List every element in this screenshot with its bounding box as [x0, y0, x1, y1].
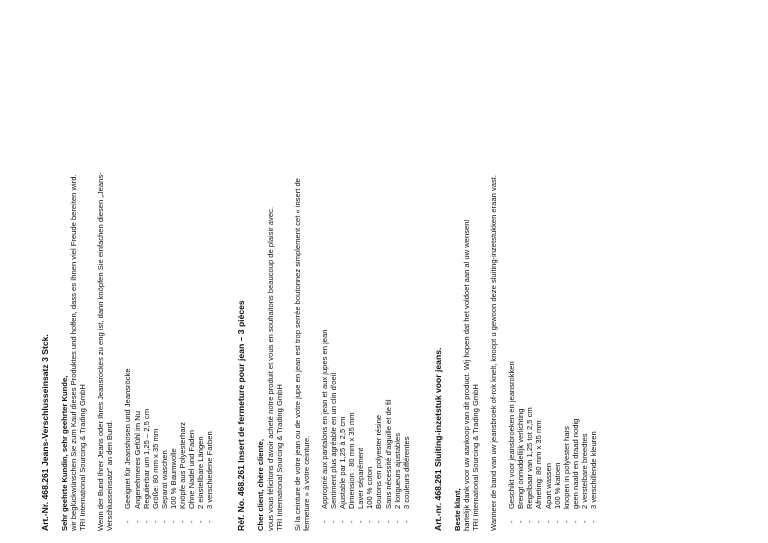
thanks-text: vous vous félicitons d'avoir acheté notre produit et vous en souhaitons beaucoup de plaisir avec.	[265, 207, 275, 531]
greeting: Beste klant,	[452, 488, 462, 531]
section-heading: Réf. No. 468.261 Insert de fermeture pour jean – 3 pièces	[236, 300, 247, 531]
feature-item: - 2 einstellbare Längen	[196, 16, 205, 523]
section-german	[40, 16, 214, 531]
feature-item: - Brengt onmiddellijk verlichting	[516, 16, 525, 523]
section-spacer	[411, 16, 433, 531]
section-spacer	[214, 16, 236, 531]
instruction-block	[293, 16, 311, 531]
instruction-line: Verschlusseinsatz" an den Bund.	[105, 420, 115, 531]
instruction-block	[96, 16, 114, 531]
feature-item: - Apart wassen	[544, 16, 553, 523]
feature-item: - 3 verschillende kleuren	[589, 16, 598, 523]
feature-item: - 100 % katoen	[553, 16, 562, 523]
instruction-line: fermeture » à votre ceinture.	[301, 435, 311, 531]
feature-item: - Knöpfe aus Polyesterharz	[178, 16, 187, 523]
instruction-block	[489, 16, 498, 531]
company-name: TRI International Sourcing & Trading GmbH	[274, 384, 284, 531]
feature-item: - Ajustable par 1,25 à 2,5 cm	[338, 16, 347, 523]
feature-item: - Dimension : 80 mm x 35 mm	[347, 16, 356, 523]
thanks-text: hartelijk dank voor uw aankoop van dit product. Wij hopen dat het voldoet aan al uw wensen!	[461, 219, 471, 531]
feature-item: - Afmeting: 80 mm x 35 mm	[534, 16, 543, 523]
feature-item: - Boutons en polyester résine	[374, 16, 383, 523]
greeting: Sehr geehrte Kundin, sehr geehrter Kunde,	[60, 375, 69, 531]
feature-item: - geen naald en draad nodig	[571, 16, 580, 523]
section-dutch	[433, 16, 598, 531]
intro-block	[256, 16, 283, 531]
instruction-line: Wanneer de band van uw jeansbroek of-rok knelt, knoopt u gewoon deze sluiting-inzetstukken eraan vast.	[489, 175, 499, 531]
feature-item: - knopen in polyester hars	[562, 16, 571, 523]
thanks-text: wir beglückwünschen Sie zum Kauf dieses Produktes und hoffen, dass es Ihnen viel Freude bereiten wird.	[69, 174, 79, 531]
feature-item: - 100 % coton	[365, 16, 374, 523]
section-heading: Art.-Nr. 468.261 Jeans-Verschlusseinsatz 3 Stck.	[40, 334, 50, 531]
greeting: Cher client, chère cliente,	[256, 438, 266, 531]
feature-item: - 3 verschiedene Farben	[205, 16, 214, 523]
feature-item: - 100 % Baumwolle	[169, 16, 178, 523]
feature-item: - Ohne Nadel und Faden	[187, 16, 196, 523]
feature-list	[123, 16, 214, 531]
feature-item: - Laver séparément	[356, 16, 365, 523]
intro-block	[453, 16, 480, 531]
feature-list	[320, 16, 411, 531]
instruction-line: Wenn der Bund Ihrer Jeans oder Ihres Jeansrockes zu eng ist, dann knöpfen Sie einfachen diesen „Jeans-	[96, 172, 106, 531]
intro-block	[60, 16, 87, 531]
feature-item: - Sentiment plus agréable en un clin d'oeil	[329, 16, 338, 523]
feature-item: - Geschikt voor jeansbroeken en jeansrokken	[507, 16, 516, 523]
instruction-line: Si la ceinture de votre jean ou de votre jupe en jean est trop serrée boutonnez simplement cet « insert de	[292, 178, 302, 531]
feature-item: - Separat waschen	[160, 16, 169, 523]
company-name: TRI International Sourcing & Trading GmbH	[471, 384, 480, 531]
section-french	[236, 16, 410, 531]
feature-item: - Angenehmeres Gefühl im Nu	[133, 16, 142, 523]
feature-item: - 2 verstelbare breedtes	[580, 16, 589, 523]
document-body	[40, 16, 598, 531]
feature-item: - Sans nécessité d'aiguille et de fil	[384, 16, 393, 523]
feature-item: - Regelbaar van 1,25 tot 2,5 cm	[525, 16, 534, 523]
feature-item: - Geeignet für Jeanshosen und Jeansröcke	[123, 16, 132, 523]
feature-item: - Regulierbar um 1,25 – 2,5 cm	[142, 16, 151, 523]
feature-item: - Approprié aux pantalons en jean et aux jupes en jean	[320, 16, 329, 523]
feature-list	[507, 16, 598, 531]
company-name: TRI International Sourcing & Trading GmbH	[78, 384, 88, 531]
section-heading: Art.-nr. 468.261 Sluiting-inzetstuk voor jeans.	[432, 347, 443, 531]
feature-item: - Größe: 80 mm x 35 mm	[151, 16, 160, 523]
feature-item: - 2 longueurs ajustables	[393, 16, 402, 523]
feature-item: - 3 couleurs différentes	[402, 16, 411, 523]
